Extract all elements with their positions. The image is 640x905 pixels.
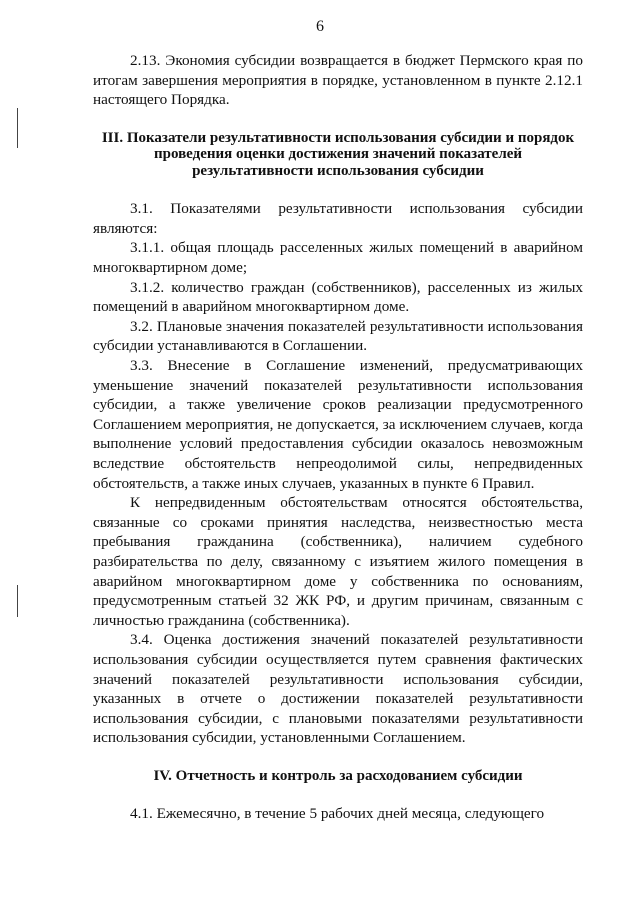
paragraph-3-1-1: 3.1.1. общая площадь расселенных жилых помещений в аварийном многоквартирном доме; <box>93 239 583 277</box>
scan-margin-line <box>17 585 18 617</box>
paragraph-2-13: 2.13. Экономия субсидии возвращается в бюджет Пермского края по итогам завершения мероприятия в порядке, установленном в пункте 2.12.1 настоящего Порядка. <box>93 52 583 109</box>
section-heading-iv: IV. Отчетность и контроль за расходованием субсидии <box>153 767 523 784</box>
scan-margin-line <box>17 108 18 148</box>
section-heading-iii: III. Показатели результативности использования субсидии и порядок проведения оценки достижения значений показателей результативности использования субсидии <box>101 129 575 179</box>
paragraph-4-1: 4.1. Ежемесячно, в течение 5 рабочих дней месяца, следующего <box>130 805 545 823</box>
paragraph-3-3: 3.3. Внесение в Соглашение изменений, предусматривающих уменьшение значений показателей результативности использования субсидии, а также увеличение сроков реализации предусмотренного Соглашением мероприятия, не допускается, за исключением случаев, когда выполнение условий предоставления субсидии оказалось невозможным вследствие обстоятельств непреодолимой силы, непредвиденных обстоятельств, а также иных случаев, указанных в пункте 6 Правил. <box>93 357 583 492</box>
document-body <box>93 51 583 824</box>
paragraph-unforeseen-circumstances: К непредвиденным обстоятельствам относятся обстоятельства, связанные со сроками принятия наследства, неизвестностью места пребывания гражданина (собственника), наличием судебного разбирательства по делу, связанному с изъятием жилого помещения в аварийном многоквартирном доме у собственника по основаниям, предусмотренным статьей 32 ЖК РФ, и другим причинам, связанным с личностью гражданина (собственника). <box>93 494 583 629</box>
paragraph-3-1: 3.1. Показателями результативности использования субсидии являются: <box>93 200 583 237</box>
page-number: 6 <box>316 18 324 35</box>
paragraph-3-1-2: 3.1.2. количество граждан (собственников), расселенных из жилых помещений в аварийном многоквартирном доме. <box>93 278 583 316</box>
paragraph-3-2: 3.2. Плановые значения показателей результативности использования субсидии устанавливаются в Соглашении. <box>93 317 583 355</box>
paragraph-3-4: 3.4. Оценка достижения значений показателей результативности использования субсидии осуществляется путем сравнения фактических значений показателей результативности использования субсидии, указанных в отчете о достижении показателей результативности использования субсидии, с плановыми показателями результативности использования субсидии, установленными Соглашением. <box>93 631 583 747</box>
